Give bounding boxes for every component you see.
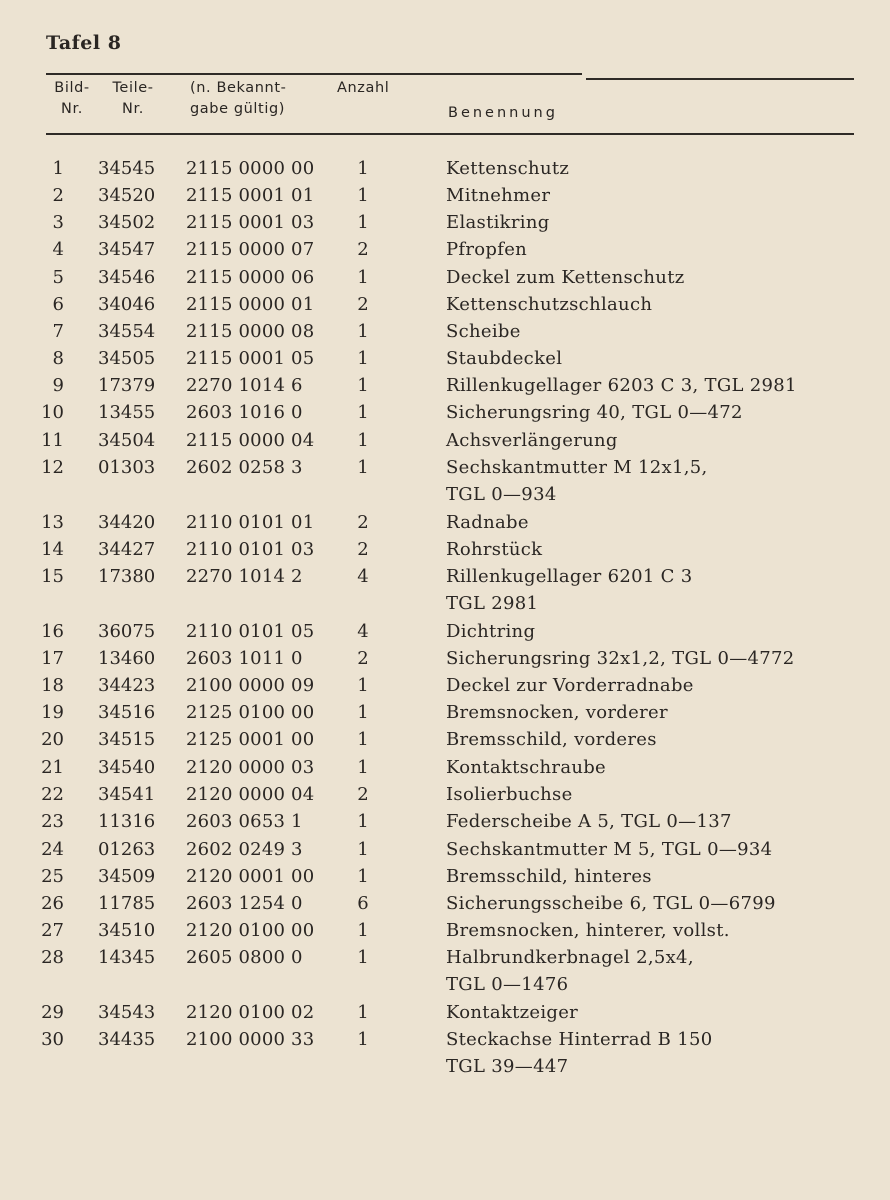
bild-nr-cell: 28 <box>41 947 64 968</box>
benennung-cell: Bremsschild, hinteres <box>446 866 652 887</box>
bild-nr-cell: 24 <box>41 839 64 860</box>
bekanntgabe-cell: 2270 1014 6 <box>186 375 303 396</box>
bild-nr-cell: 6 <box>52 294 64 315</box>
anzahl-cell: 1 <box>357 1029 369 1050</box>
bekanntgabe-cell: 2115 0000 01 <box>186 294 315 315</box>
benennung-cell: Pfropfen <box>446 239 528 260</box>
benennung-cell: Federscheibe A 5, TGL 0—137 <box>446 811 732 832</box>
bekanntgabe-cell: 2100 0000 09 <box>186 675 315 696</box>
bild-nr-cell: 8 <box>52 348 64 369</box>
bekanntgabe-cell: 2603 1016 0 <box>186 402 303 423</box>
header-bild <box>47 78 97 120</box>
teile-nr-cell: 01263 <box>98 839 156 860</box>
teile-nr-cell: 34420 <box>98 512 156 533</box>
bekanntgabe-cell: 2115 0000 06 <box>186 267 315 288</box>
bild-nr-cell: 4 <box>52 239 64 260</box>
benennung-cell: Sechskantmutter M 5, TGL 0—934 <box>446 839 773 860</box>
anzahl-cell: 1 <box>357 839 369 860</box>
benennung-cell: Steckachse Hinterrad B 150 <box>446 1029 713 1050</box>
bekanntgabe-cell: 2602 0258 3 <box>186 457 303 478</box>
teile-nr-cell: 36075 <box>98 621 156 642</box>
header-teile-line1: Teile- <box>112 80 154 96</box>
bild-nr-cell: 29 <box>41 1002 64 1023</box>
teile-nr-cell: 34046 <box>98 294 156 315</box>
benennung-cell: Dichtring <box>446 621 536 642</box>
bild-nr-cell: 21 <box>41 757 64 778</box>
teile-nr-cell: 34543 <box>98 1002 156 1023</box>
anzahl-cell: 6 <box>357 893 369 914</box>
bekanntgabe-cell: 2125 0100 00 <box>186 702 315 723</box>
anzahl-cell: 1 <box>357 402 369 423</box>
header-teile <box>104 78 162 120</box>
bild-nr-cell: 3 <box>52 212 64 233</box>
teile-nr-cell: 34423 <box>98 675 156 696</box>
benennung-continuation: TGL 39—447 <box>446 1056 569 1077</box>
benennung-cell: Isolierbuchse <box>446 784 573 805</box>
benennung-cell: Staubdeckel <box>446 348 563 369</box>
anzahl-cell: 1 <box>357 920 369 941</box>
bild-nr-cell: 10 <box>41 402 64 423</box>
header-bekannt <box>190 78 286 120</box>
bekanntgabe-cell: 2603 0653 1 <box>186 811 303 832</box>
benennung-cell: Bremsschild, vorderes <box>446 729 657 750</box>
benennung-cell: Sicherungsring 40, TGL 0—472 <box>446 402 743 423</box>
bild-nr-cell: 18 <box>41 675 64 696</box>
bekanntgabe-cell: 2110 0101 01 <box>186 512 315 533</box>
header-teile-line2: Nr. <box>122 101 144 117</box>
header-bekannt-line1: (n. Bekannt- <box>190 80 287 96</box>
bekanntgabe-cell: 2110 0101 03 <box>186 539 315 560</box>
header-bild-line2: Nr. <box>61 101 83 117</box>
bekanntgabe-cell: 2602 0249 3 <box>186 839 303 860</box>
benennung-cell: Bremsnocken, vorderer <box>446 702 668 723</box>
bekanntgabe-cell: 2605 0800 0 <box>186 947 303 968</box>
teile-nr-cell: 34504 <box>98 430 156 451</box>
teile-nr-cell: 34515 <box>98 729 156 750</box>
anzahl-cell: 1 <box>357 185 369 206</box>
anzahl-cell: 2 <box>357 239 369 260</box>
bild-nr-cell: 16 <box>41 621 64 642</box>
bekanntgabe-cell: 2125 0001 00 <box>186 729 315 750</box>
anzahl-cell: 2 <box>357 512 369 533</box>
benennung-cell: Rillenkugellager 6203 C 3, TGL 2981 <box>446 375 797 396</box>
anzahl-cell: 1 <box>357 702 369 723</box>
bekanntgabe-cell: 2115 0000 04 <box>186 430 315 451</box>
bild-nr-cell: 13 <box>41 512 64 533</box>
teile-nr-cell: 34516 <box>98 702 156 723</box>
teile-nr-cell: 34545 <box>98 158 156 179</box>
anzahl-cell: 1 <box>357 348 369 369</box>
bekanntgabe-cell: 2115 0001 05 <box>186 348 315 369</box>
anzahl-cell: 1 <box>357 757 369 778</box>
teile-nr-cell: 01303 <box>98 457 156 478</box>
teile-nr-cell: 34510 <box>98 920 156 941</box>
benennung-cell: Scheibe <box>446 321 521 342</box>
bild-nr-cell: 22 <box>41 784 64 805</box>
bekanntgabe-cell: 2120 0001 00 <box>186 866 315 887</box>
bekanntgabe-cell: 2115 0001 03 <box>186 212 315 233</box>
benennung-continuation: TGL 0—1476 <box>446 974 569 995</box>
benennung-cell: Sicherungsscheibe 6, TGL 0—6799 <box>446 893 776 914</box>
bekanntgabe-cell: 2100 0000 33 <box>186 1029 315 1050</box>
bild-nr-cell: 27 <box>41 920 64 941</box>
header-top-rule-right <box>586 78 854 80</box>
bekanntgabe-cell: 2603 1254 0 <box>186 893 303 914</box>
teile-nr-cell: 34509 <box>98 866 156 887</box>
teile-nr-cell: 34554 <box>98 321 156 342</box>
bild-nr-cell: 12 <box>41 457 64 478</box>
bild-nr-cell: 20 <box>41 729 64 750</box>
bild-nr-cell: 9 <box>52 375 64 396</box>
benennung-continuation: TGL 0—934 <box>446 484 557 505</box>
teile-nr-cell: 17380 <box>98 566 156 587</box>
benennung-cell: Mitnehmer <box>446 185 551 206</box>
teile-nr-cell: 34435 <box>98 1029 156 1050</box>
bild-nr-cell: 25 <box>41 866 64 887</box>
benennung-cell: Radnabe <box>446 512 529 533</box>
teile-nr-cell: 11785 <box>98 893 156 914</box>
header-bekannt-line2: gabe gültig) <box>190 101 286 117</box>
benennung-cell: Sechskantmutter M 12x1,5, <box>446 457 708 478</box>
anzahl-cell: 1 <box>357 430 369 451</box>
benennung-cell: Halbrundkerbnagel 2,5x4, <box>446 947 694 968</box>
header-bottom-rule <box>46 133 854 135</box>
teile-nr-cell: 34520 <box>98 185 156 206</box>
bild-nr-cell: 7 <box>52 321 64 342</box>
anzahl-cell: 1 <box>357 947 369 968</box>
header-benennung: Benennung <box>448 105 558 121</box>
anzahl-cell: 1 <box>357 457 369 478</box>
header-top-rule-left <box>46 73 582 75</box>
bekanntgabe-cell: 2120 0000 04 <box>186 784 315 805</box>
benennung-cell: Deckel zum Kettenschutz <box>446 267 685 288</box>
teile-nr-cell: 11316 <box>98 811 156 832</box>
bild-nr-cell: 15 <box>41 566 64 587</box>
benennung-cell: Elastikring <box>446 212 550 233</box>
bekanntgabe-cell: 2120 0000 03 <box>186 757 315 778</box>
header-bild-line1: Bild- <box>54 80 90 96</box>
anzahl-cell: 1 <box>357 158 369 179</box>
anzahl-cell: 1 <box>357 321 369 342</box>
bild-nr-cell: 11 <box>41 430 64 451</box>
anzahl-cell: 2 <box>357 539 369 560</box>
bekanntgabe-cell: 2120 0100 02 <box>186 1002 315 1023</box>
benennung-cell: Rohrstück <box>446 539 543 560</box>
bekanntgabe-cell: 2115 0001 01 <box>186 185 315 206</box>
bekanntgabe-cell: 2115 0000 08 <box>186 321 315 342</box>
benennung-cell: Achsverlängerung <box>446 430 618 451</box>
bild-nr-cell: 1 <box>52 158 64 179</box>
bild-nr-cell: 17 <box>41 648 64 669</box>
anzahl-cell: 1 <box>357 729 369 750</box>
teile-nr-cell: 14345 <box>98 947 156 968</box>
bild-nr-cell: 19 <box>41 702 64 723</box>
anzahl-cell: 4 <box>357 566 369 587</box>
benennung-cell: Kettenschutz <box>446 158 570 179</box>
bild-nr-cell: 23 <box>41 811 64 832</box>
anzahl-cell: 1 <box>357 866 369 887</box>
anzahl-cell: 2 <box>357 294 369 315</box>
header-anzahl: Anzahl <box>337 80 390 96</box>
teile-nr-cell: 34505 <box>98 348 156 369</box>
bild-nr-cell: 30 <box>41 1029 64 1050</box>
bild-nr-cell: 5 <box>52 267 64 288</box>
benennung-cell: Kettenschutzschlauch <box>446 294 653 315</box>
bekanntgabe-cell: 2115 0000 00 <box>186 158 315 179</box>
bekanntgabe-cell: 2603 1011 0 <box>186 648 303 669</box>
bild-nr-cell: 2 <box>52 185 64 206</box>
benennung-continuation: TGL 2981 <box>446 593 539 614</box>
anzahl-cell: 1 <box>357 675 369 696</box>
anzahl-cell: 2 <box>357 648 369 669</box>
bekanntgabe-cell: 2110 0101 05 <box>186 621 315 642</box>
teile-nr-cell: 13460 <box>98 648 156 669</box>
benennung-cell: Bremsnocken, hinterer, vollst. <box>446 920 730 941</box>
teile-nr-cell: 34547 <box>98 239 156 260</box>
anzahl-cell: 1 <box>357 212 369 233</box>
bekanntgabe-cell: 2120 0100 00 <box>186 920 315 941</box>
benennung-cell: Kontaktschraube <box>446 757 607 778</box>
anzahl-cell: 1 <box>357 375 369 396</box>
teile-nr-cell: 17379 <box>98 375 156 396</box>
bekanntgabe-cell: 2270 1014 2 <box>186 566 303 587</box>
teile-nr-cell: 34546 <box>98 267 156 288</box>
bild-nr-cell: 14 <box>41 539 64 560</box>
anzahl-cell: 2 <box>357 784 369 805</box>
benennung-cell: Rillenkugellager 6201 C 3 <box>446 566 693 587</box>
bekanntgabe-cell: 2115 0000 07 <box>186 239 315 260</box>
bild-nr-cell: 26 <box>41 893 64 914</box>
page-title: Tafel 8 <box>46 32 122 54</box>
anzahl-cell: 4 <box>357 621 369 642</box>
teile-nr-cell: 34541 <box>98 784 156 805</box>
anzahl-cell: 1 <box>357 811 369 832</box>
benennung-cell: Deckel zur Vorderradnabe <box>446 675 694 696</box>
teile-nr-cell: 34427 <box>98 539 156 560</box>
teile-nr-cell: 34540 <box>98 757 156 778</box>
benennung-cell: Sicherungsring 32x1,2, TGL 0—4772 <box>446 648 795 669</box>
teile-nr-cell: 13455 <box>98 402 156 423</box>
benennung-cell: Kontaktzeiger <box>446 1002 579 1023</box>
anzahl-cell: 1 <box>357 267 369 288</box>
anzahl-cell: 1 <box>357 1002 369 1023</box>
teile-nr-cell: 34502 <box>98 212 156 233</box>
